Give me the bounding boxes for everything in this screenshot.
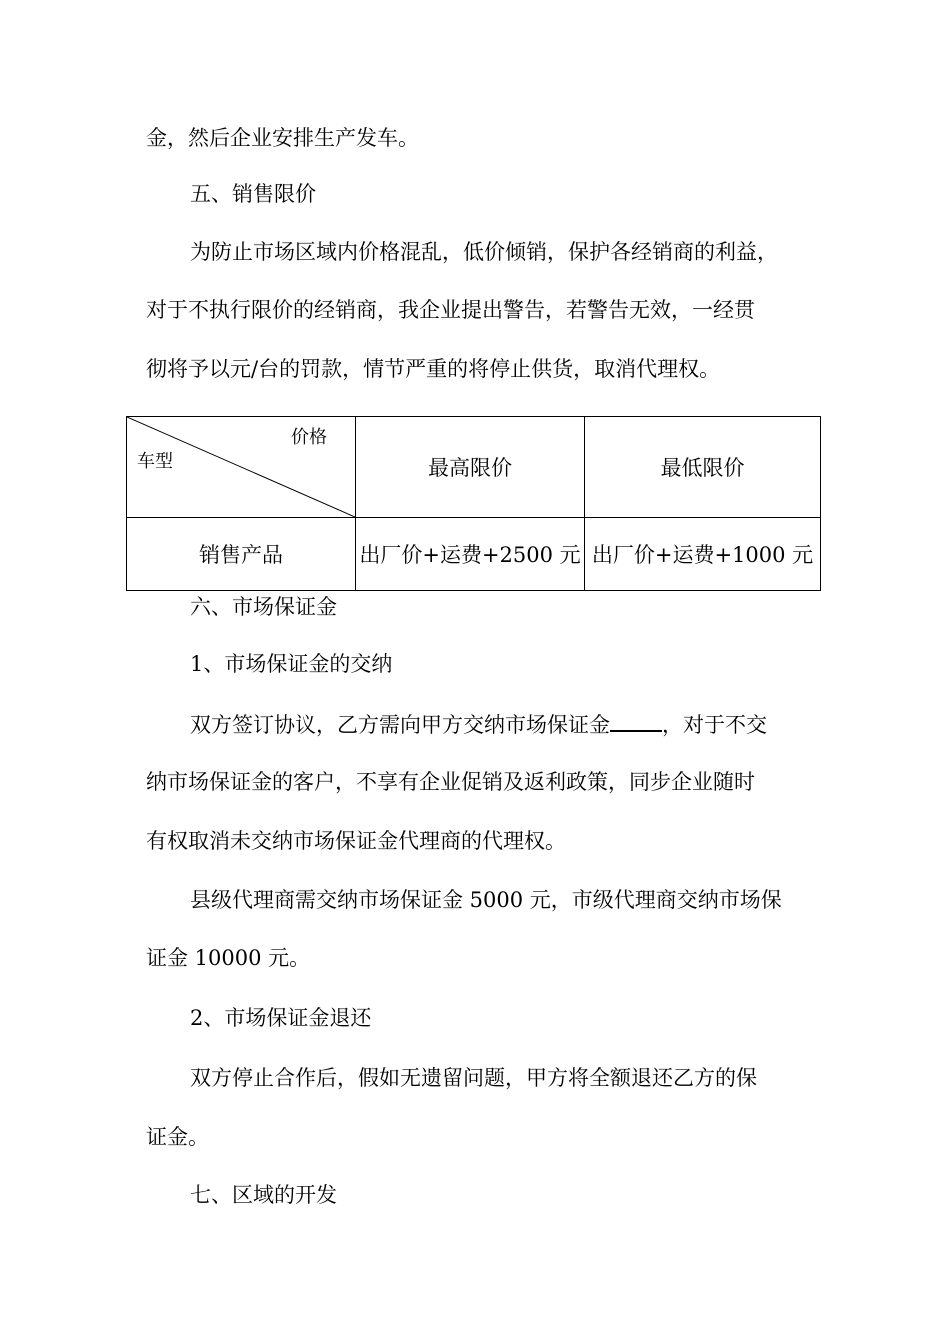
paragraph-line: 有权取消未交纳市场保证金代理商的代理权。 bbox=[146, 829, 566, 853]
paragraph-line: 彻将予以元/台的罚款，情节严重的将停止供货，取消代理权。 bbox=[146, 357, 721, 381]
section-heading-7: 七、区域的开发 bbox=[190, 1183, 337, 1207]
cell-max-price: 出厂价+运费+2500 元 bbox=[356, 518, 585, 591]
row-label-product: 销售产品 bbox=[127, 518, 356, 591]
col-header-min-price: 最低限价 bbox=[585, 417, 821, 518]
col-header-max-price: 最高限价 bbox=[356, 417, 585, 518]
paragraph-text: 双方签订协议，乙方需向甲方交纳市场保证金 bbox=[190, 713, 610, 737]
paragraph-line: 对于不执行限价的经销商，我企业提出警告，若警告无效，一经贯 bbox=[146, 298, 755, 322]
diag-header-model: 车型 bbox=[137, 451, 173, 472]
subsection-heading: 2、市场保证金退还 bbox=[190, 1006, 372, 1030]
paragraph-text: ，对于不交 bbox=[662, 713, 767, 737]
section-heading-6: 六、市场保证金 bbox=[190, 595, 337, 619]
paragraph-line: 金，然后企业安排生产发车。 bbox=[146, 126, 419, 150]
paragraph-line: 县级代理商需交纳市场保证金 5000 元，市级代理商交纳市场保 bbox=[190, 888, 782, 912]
paragraph-line: 纳市场保证金的客户，不享有企业促销及返利政策，同步企业随时 bbox=[146, 770, 755, 794]
price-limit-table bbox=[126, 416, 821, 591]
diagonal-header-cell bbox=[127, 417, 356, 518]
subsection-heading: 1、市场保证金的交纳 bbox=[190, 652, 393, 676]
section-heading-5: 五、销售限价 bbox=[190, 182, 316, 206]
paragraph-line: 证金 10000 元。 bbox=[146, 946, 311, 970]
fill-in-blank bbox=[610, 710, 662, 732]
paragraph-line: 为防止市场区域内价格混乱，低价倾销，保护各经销商的利益， bbox=[190, 240, 778, 264]
cell-min-price: 出厂价+运费+1000 元 bbox=[585, 518, 821, 591]
diag-header-price: 价格 bbox=[291, 427, 327, 448]
paragraph-line: 双方停止合作后，假如无遗留问题，甲方将全额退还乙方的保 bbox=[190, 1066, 757, 1090]
paragraph-line bbox=[190, 710, 767, 739]
paragraph-line: 证金。 bbox=[146, 1125, 209, 1149]
